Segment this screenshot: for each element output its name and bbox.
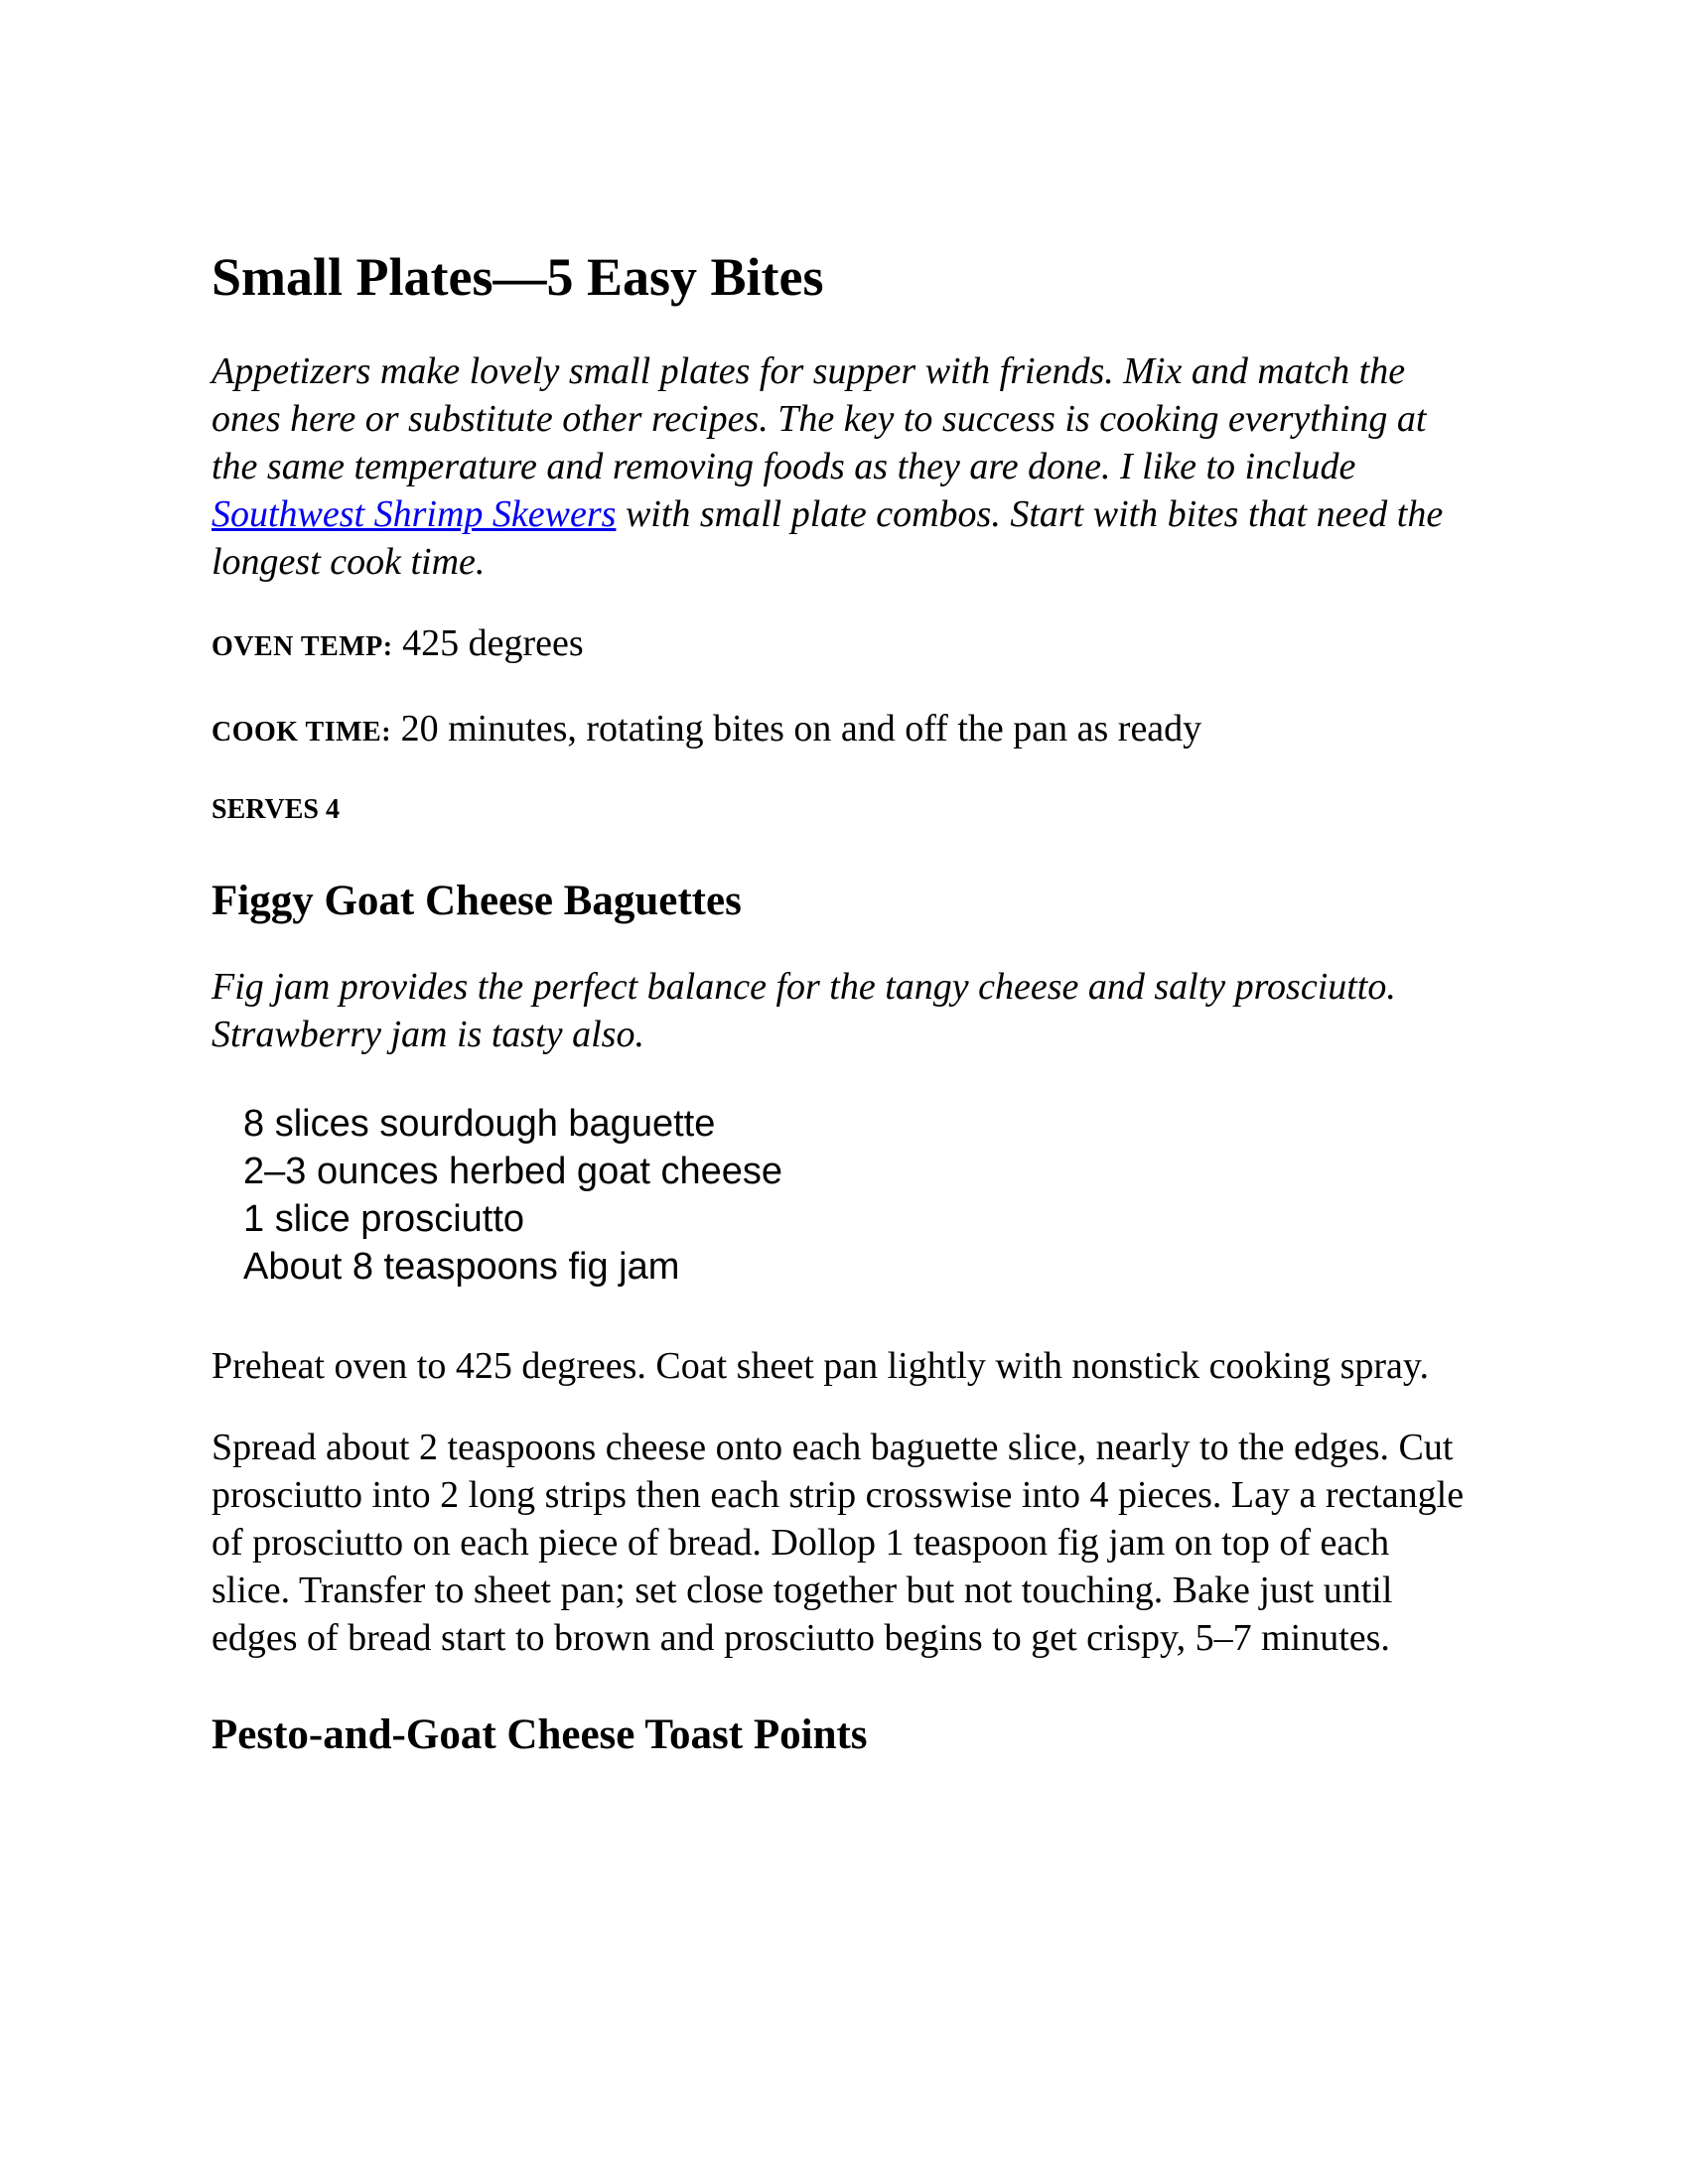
page-title: Small Plates—5 Easy Bites [211,247,824,307]
ingredient-list [243,1100,1492,1291]
ingredient-item: 1 slice prosciutto [243,1198,525,1240]
document-page [211,246,1492,1797]
oven-temp-label: OVEN TEMP: [211,631,393,662]
intro-paragraph [211,347,1473,586]
ingredient-item: 8 slices sourdough baguette [243,1103,716,1145]
cook-time-value: 20 minutes, rotating bites on and off the pan as ready [391,708,1202,750]
oven-temp-line [211,619,1492,671]
intro-text-after-link: with small plate combos. Start with bites that need the longest cook time. [211,493,1444,583]
recipe-step: Preheat oven to 425 degrees. Coat sheet pan lightly with nonstick cooking spray. [211,1345,1429,1387]
southwest-shrimp-skewers-link[interactable]: Southwest Shrimp Skewers [211,493,617,535]
recipe-title: Pesto-and-Goat Cheese Toast Points [211,1711,868,1758]
intro-text-before-link: Appetizers make lovely small plates for supper with friends. Mix and match the ones here or substitute other recipes. The key to success is cooking everything at the same temperature and removing foods as they are done. I like to include [211,350,1427,487]
recipe-blurb: Fig jam provides the perfect balance for the tangy cheese and salty prosciutto. Strawberry jam is tasty also. [211,966,1396,1055]
recipe-step: Spread about 2 teaspoons cheese onto each baguette slice, nearly to the edges. Cut prosciutto into 2 long strips then each strip crosswise into 4 pieces. Lay a rectangle of prosciutto on each piece of bread. Dollop 1 teaspoon fig jam on top of each slice. Transfer to sheet pan; set close together but not touching. Bake just until edges of bread start to brown and prosciutto begins to get crispy, 5–7 minutes. [211,1427,1465,1659]
cook-time-line [211,705,1492,756]
serves-label: SERVES 4 [211,794,340,825]
recipe-title: Figgy Goat Cheese Baguettes [211,878,742,924]
cook-time-label: COOK TIME: [211,717,392,748]
oven-temp-value: 425 degrees [392,622,584,664]
ingredient-item: 2–3 ounces herbed goat cheese [243,1151,782,1192]
ingredient-item: About 8 teaspoons fig jam [243,1246,680,1288]
